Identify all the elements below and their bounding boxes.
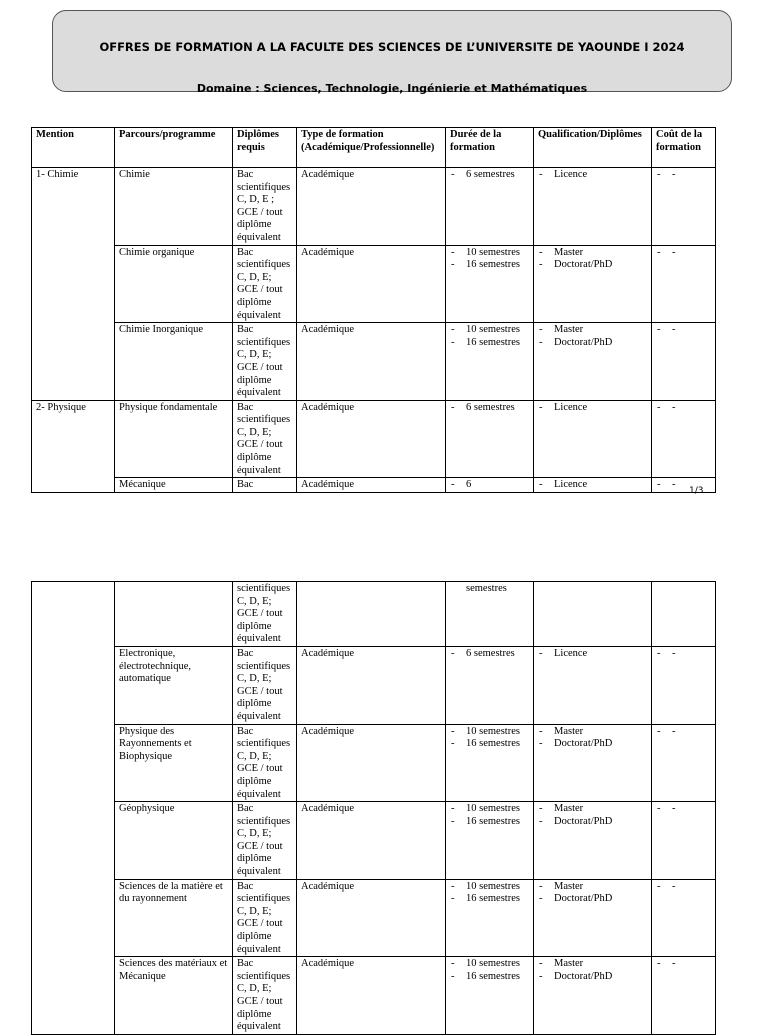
type-cell: Académique (297, 323, 446, 401)
list-item: - 10 semestres (450, 881, 529, 894)
list-item: - Doctorat/PhD (538, 893, 647, 906)
list-item: - - (656, 648, 711, 661)
parcours-cell: Géophysique (115, 802, 233, 880)
parcours-cell: Chimie organique (115, 245, 233, 323)
table-row (32, 582, 716, 647)
diplomes-cell: Bac scientifiques C, D, E; GCE / tout diplôme équivalent (233, 879, 297, 957)
duree-cell (446, 245, 534, 323)
duree-cell (446, 802, 534, 880)
header-duree: Durée de la formation (446, 128, 534, 168)
table-header-row (32, 128, 716, 168)
type-cell: Académique (297, 168, 446, 246)
table-row (32, 879, 716, 957)
table-row (32, 168, 716, 246)
qualification-cell (534, 879, 652, 957)
header-diplomes-requis: Diplômes requis (233, 128, 297, 168)
list-item: - Doctorat/PhD (538, 337, 647, 350)
list-item: - Master (538, 803, 647, 816)
list-item: - Master (538, 247, 647, 260)
duree-cell (446, 957, 534, 1035)
formation-table-page-1 (31, 127, 716, 493)
table-row (32, 323, 716, 401)
formation-table-page-2 (31, 581, 716, 1035)
list-item: - - (656, 247, 711, 260)
list-item: - 6 semestres (450, 648, 529, 661)
parcours-cell: Mécanique (115, 478, 233, 493)
qualification-cell (534, 802, 652, 880)
header-parcours: Parcours/programme (115, 128, 233, 168)
list-item: - - (656, 479, 711, 492)
title-banner (52, 10, 732, 95)
qualification-cell (534, 478, 652, 493)
list-item: - Doctorat/PhD (538, 738, 647, 751)
list-item: - 16 semestres (450, 738, 529, 751)
cout-cell (652, 400, 716, 478)
diplomes-cell: Bac (233, 478, 297, 493)
cout-cell (652, 879, 716, 957)
list-item: - - (656, 881, 711, 894)
diplomes-cell: Bac scientifiques C, D, E; GCE / tout diplôme équivalent (233, 724, 297, 802)
type-cell: Académique (297, 245, 446, 323)
qualification-cell (534, 245, 652, 323)
list-item: - Master (538, 324, 647, 337)
list-item: - - (656, 402, 711, 415)
type-cell: Académique (297, 957, 446, 1035)
table-row (32, 957, 716, 1035)
duree-cell (446, 400, 534, 478)
duree-cell (446, 168, 534, 246)
parcours-cell: Chimie Inorganique (115, 323, 233, 401)
parcours-cell: Physique fondamentale (115, 400, 233, 478)
qualification-cell (534, 582, 652, 647)
list-item: - 16 semestres (450, 893, 529, 906)
cout-cell (652, 582, 716, 647)
list-item: - 10 semestres (450, 958, 529, 971)
qualification-cell (534, 724, 652, 802)
type-cell (297, 582, 446, 647)
list-item: - 16 semestres (450, 816, 529, 829)
cout-cell (652, 168, 716, 246)
page-number: 1/3 (689, 486, 704, 496)
list-item: - 6 (450, 479, 529, 492)
duree-cell (446, 582, 534, 647)
list-item: - - (656, 324, 711, 337)
parcours-cell: Electronique, électrotechnique, automatique (115, 646, 233, 724)
table-row (32, 724, 716, 802)
cout-cell (652, 802, 716, 880)
qualification-cell (534, 400, 652, 478)
list-item: - 16 semestres (450, 971, 529, 984)
qualification-cell (534, 323, 652, 401)
duree-cell (446, 646, 534, 724)
duree-cell (446, 879, 534, 957)
cout-cell (652, 646, 716, 724)
diplomes-cell: Bac scientifiques C, D, E ; GCE / tout diplôme équivalent (233, 168, 297, 246)
diplomes-cell: Bac scientifiques C, D, E; GCE / tout diplôme équivalent (233, 323, 297, 401)
cout-cell (652, 957, 716, 1035)
mention-cell: 1- Chimie (32, 168, 115, 401)
list-item: - Master (538, 726, 647, 739)
table-row (32, 478, 716, 493)
diplomes-cell: Bac scientifiques C, D, E; GCE / tout diplôme équivalent (233, 646, 297, 724)
list-item: - Licence (538, 648, 647, 661)
table-row (32, 400, 716, 478)
type-cell: Académique (297, 879, 446, 957)
qualification-cell (534, 168, 652, 246)
type-cell: Académique (297, 646, 446, 724)
document-title: OFFRES DE FORMATION A LA FACULTE DES SCIENCES DE L’UNIVERSITE DE YAOUNDE I 2024 (99, 40, 685, 54)
diplomes-cell: Bac scientifiques C, D, E; GCE / tout diplôme équivalent (233, 245, 297, 323)
header-mention: Mention (32, 128, 115, 168)
cout-cell (652, 724, 716, 802)
header-cout: Coût de la formation (652, 128, 716, 168)
diplomes-cell: scientifiques C, D, E; GCE / tout diplôme équivalent (233, 582, 297, 647)
type-cell: Académique (297, 724, 446, 802)
list-item: - Licence (538, 402, 647, 415)
qualification-cell (534, 646, 652, 724)
list-item: - - (656, 169, 711, 182)
duree-cell (446, 323, 534, 401)
list-item: - Doctorat/PhD (538, 259, 647, 272)
qualification-cell (534, 957, 652, 1035)
list-item: - 6 semestres (450, 169, 529, 182)
table-row (32, 646, 716, 724)
type-cell: Académique (297, 478, 446, 493)
table-row (32, 245, 716, 323)
list-item: - Master (538, 881, 647, 894)
cout-cell (652, 478, 716, 493)
list-item: - 6 semestres (450, 402, 529, 415)
parcours-cell: Chimie (115, 168, 233, 246)
list-item: - 10 semestres (450, 726, 529, 739)
list-item: - Doctorat/PhD (538, 816, 647, 829)
list-item: - Licence (538, 479, 647, 492)
parcours-cell: Sciences de la matière et du rayonnement (115, 879, 233, 957)
mention-cell: 2- Physique (32, 400, 115, 492)
header-type-formation: Type de formation (Académique/Professionnelle) (297, 128, 446, 168)
list-item: - 10 semestres (450, 803, 529, 816)
list-item: - Master (538, 958, 647, 971)
list-item: - Licence (538, 169, 647, 182)
diplomes-cell: Bac scientifiques C, D, E; GCE / tout diplôme équivalent (233, 802, 297, 880)
cout-cell (652, 323, 716, 401)
list-item: - 10 semestres (450, 324, 529, 337)
duree-cell (446, 724, 534, 802)
table-row (32, 802, 716, 880)
list-item: - - (656, 803, 711, 816)
diplomes-cell: Bac scientifiques C, D, E; GCE / tout diplôme équivalent (233, 957, 297, 1035)
parcours-cell (115, 582, 233, 647)
parcours-cell: Physique des Rayonnements et Biophysique (115, 724, 233, 802)
list-item: - 16 semestres (450, 337, 529, 350)
parcours-cell: Sciences des matériaux et Mécanique (115, 957, 233, 1035)
list-item: - 10 semestres (450, 247, 529, 260)
duree-continuation: semestres (466, 583, 507, 594)
mention-cell (32, 582, 115, 1035)
type-cell: Académique (297, 400, 446, 478)
list-item: - Doctorat/PhD (538, 971, 647, 984)
type-cell: Académique (297, 802, 446, 880)
duree-cell (446, 478, 534, 493)
cout-cell (652, 245, 716, 323)
header-qualification: Qualification/Diplômes (534, 128, 652, 168)
list-item: - - (656, 726, 711, 739)
list-item: - 16 semestres (450, 259, 529, 272)
list-item: - - (656, 958, 711, 971)
diplomes-cell: Bac scientifiques C, D, E; GCE / tout diplôme équivalent (233, 400, 297, 478)
domain-subtitle: Domaine : Sciences, Technologie, Ingénierie et Mathématiques (196, 82, 588, 95)
